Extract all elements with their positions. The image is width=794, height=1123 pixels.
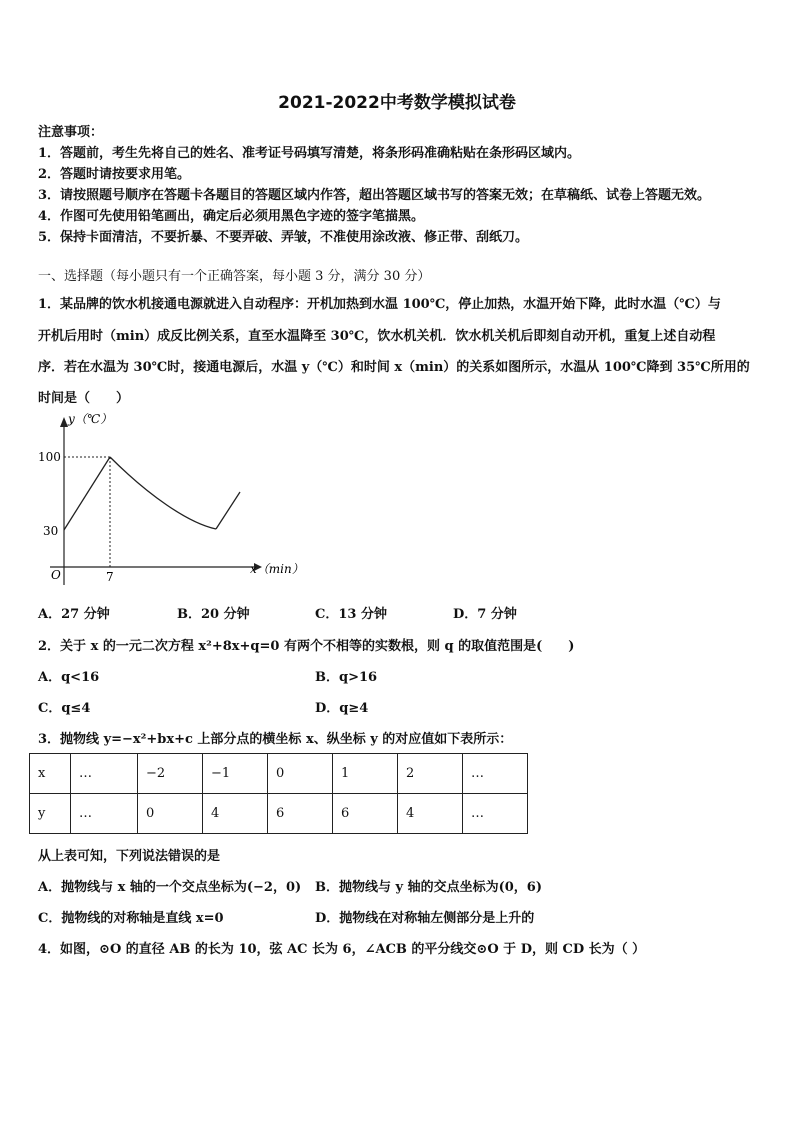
- q3-stem: 3．抛物线 y=−x²+bx+c 上部分点的横坐标 x、纵坐标 y 的对应值如下表所示：: [38, 732, 513, 747]
- x-axis-label: x（min）: [250, 562, 300, 576]
- q1-option-a: A．27 分钟: [38, 607, 110, 622]
- notice-item-1: 1．答题前，考生先将自己的姓名、准考证号码填写清楚，将条形码准确粘贴在条形码区域内。: [38, 146, 581, 161]
- table-cell: 0: [138, 794, 203, 834]
- table-cell: 4: [203, 794, 268, 834]
- x-tick-7: 7: [106, 570, 114, 584]
- q1-option-d: D．7 分钟: [453, 607, 517, 622]
- y-tick-30: 30: [43, 524, 59, 538]
- origin-label: O: [51, 568, 61, 582]
- y-tick-100: 100: [38, 450, 61, 464]
- q3-option-a: A．抛物线与 x 轴的一个交点坐标为(−2，0): [38, 880, 302, 895]
- q1-graph: [38, 405, 300, 597]
- notice-item-3: 3．请按照题号顺序在答题卡各题目的答题区域内作答，超出答题区域书写的答案无效；在草稿纸、试卷上答题无效。: [38, 188, 711, 203]
- heating-segment: [64, 457, 110, 530]
- q1-line-2: 开机后用时（min）成反比例关系，直至水温降至 30℃，饮水机关机．饮水机关机后即刻自动开机，重复上述自动程: [38, 329, 716, 344]
- q4-stem: 4．如图，⊙O 的直径 AB 的长为 10，弦 AC 长为 6，∠ACB 的平分线交⊙O 于 D，则 CD 长为（ ）: [38, 942, 646, 957]
- table-cell: 6: [268, 794, 333, 834]
- table-cell: …: [71, 754, 138, 794]
- notice-item-2: 2．答题时请按要求用笔。: [38, 167, 191, 182]
- cooling-curve: [110, 457, 216, 529]
- q3-option-d: D．抛物线在对称轴左侧部分是上升的: [315, 911, 535, 926]
- q2-option-d: D．q≥4: [315, 701, 369, 716]
- notice-item-4: 4．作图可先使用铅笔画出，确定后必须用黑色字迹的签字笔描黑。: [38, 209, 425, 224]
- table-cell: …: [463, 754, 528, 794]
- table-cell: y: [30, 794, 71, 834]
- page-title: 2021-2022中考数学模拟试卷: [278, 93, 516, 113]
- table-row: [30, 754, 528, 794]
- table-cell: −1: [203, 754, 268, 794]
- table-cell: 2: [398, 754, 463, 794]
- q1-line-3: 序．若在水温为 30℃时，接通电源后，水温 y（℃）和时间 x（min）的关系如图所示，水温从 100℃降到 35℃所用的: [38, 360, 750, 375]
- section-heading: 一、选择题（每小题只有一个正确答案，每小题 3 分，满分 30 分）: [38, 269, 431, 284]
- table-cell: …: [463, 794, 528, 834]
- q2-stem: 2．关于 x 的一元二次方程 x²+8x+q=0 有两个不相等的实数根，则 q 的取值范围是( ): [38, 639, 575, 654]
- notice-item-5: 5．保持卡面清洁，不要折暴、不要弄破、弄皱，不准使用涂改液、修正带、刮纸刀。: [38, 230, 529, 245]
- q1-option-b: B．20 分钟: [177, 607, 250, 622]
- table-cell: 4: [398, 794, 463, 834]
- q3-option-c: C．抛物线的对称轴是直线 x=0: [38, 911, 224, 926]
- q2-option-a: A．q<16: [38, 670, 100, 685]
- q2-option-b: B．q>16: [315, 670, 378, 685]
- q1-option-c: C．13 分钟: [315, 607, 387, 622]
- table-cell: −2: [138, 754, 203, 794]
- q1-line-1: 1．某品牌的饮水机接通电源就进入自动程序：开机加热到水温 100℃，停止加热，水温开始下降，此时水温（℃）与: [38, 297, 721, 312]
- table-cell: x: [30, 754, 71, 794]
- q1-line-4: 时间是（ ）: [38, 391, 130, 406]
- q3-after-text: 从上表可知，下列说法错误的是: [38, 849, 221, 864]
- table-cell: 6: [333, 794, 398, 834]
- value-table: [29, 753, 528, 834]
- table-row: [30, 794, 528, 834]
- q3-option-b: B．抛物线与 y 轴的交点坐标为(0，6): [315, 880, 542, 895]
- y-axis-arrow: [60, 417, 68, 427]
- reheating-segment: [216, 492, 240, 529]
- notice-heading: 注意事项：: [38, 125, 104, 140]
- table-cell: …: [71, 794, 138, 834]
- q2-option-c: C．q≤4: [38, 701, 91, 716]
- table-cell: 1: [333, 754, 398, 794]
- table-cell: 0: [268, 754, 333, 794]
- y-axis-label: y（℃）: [68, 412, 113, 426]
